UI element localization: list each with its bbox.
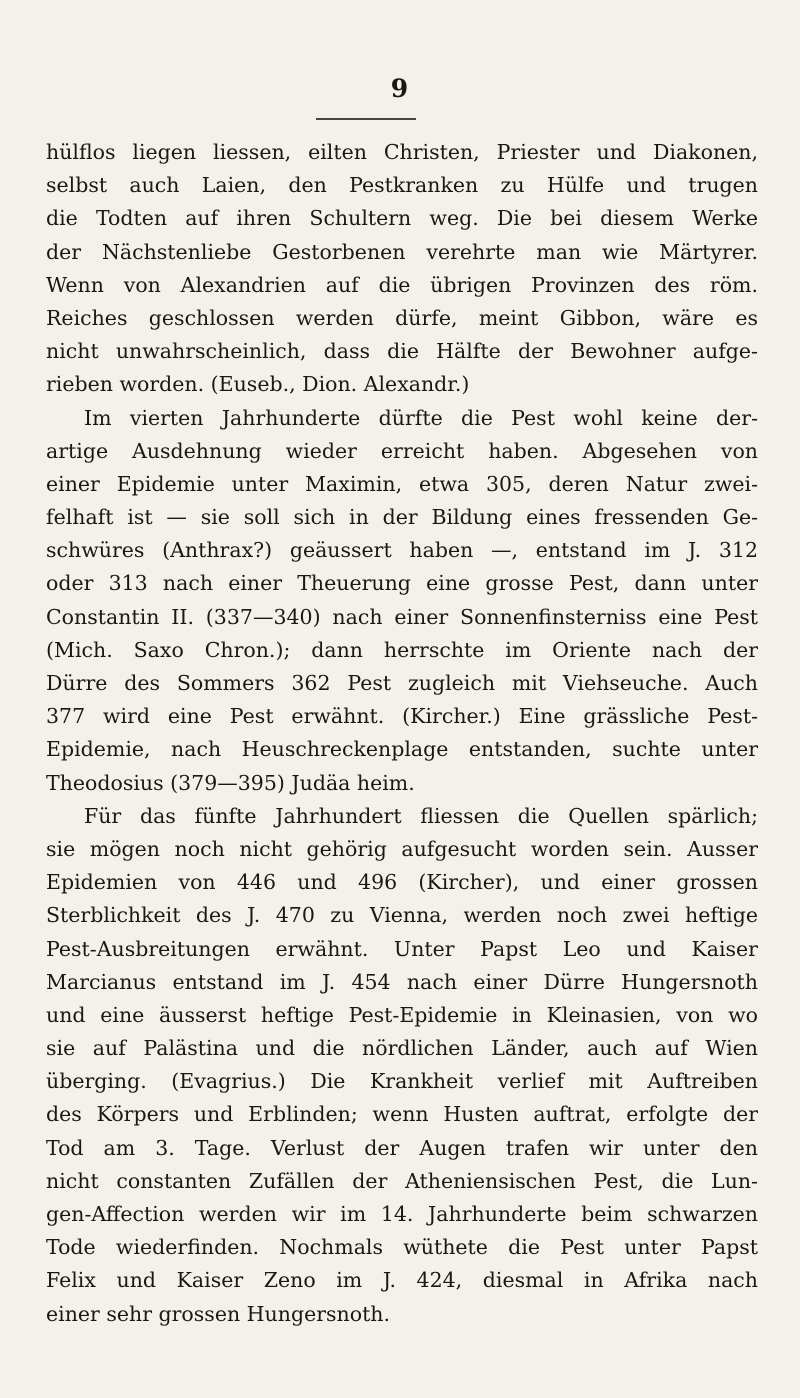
text-line: felhaft ist — sie soll sich in der Bildung eines fressenden Ge- bbox=[46, 505, 758, 530]
body-text bbox=[46, 136, 758, 1331]
text-line: oder 313 nach einer Theuerung eine grosse Pest, dann unter bbox=[46, 571, 758, 596]
text-line: Tod am 3. Tage. Verlust der Augen trafen wir unter den bbox=[46, 1135, 758, 1160]
text-line: Marcianus entstand im J. 454 nach einer Dürre Hungersnoth bbox=[46, 969, 758, 994]
text-line: Epidemie, nach Heuschreckenplage entstanden, suchte unter bbox=[46, 737, 758, 762]
text-line: (Mich. Saxo Chron.); dann herrschte im Oriente nach der bbox=[46, 637, 758, 662]
text-line: des Körpers und Erblinden; wenn Husten auftrat, erfolgte der bbox=[46, 1102, 758, 1127]
text-line: und eine äusserst heftige Pest-Epidemie in Kleinasien, von wo bbox=[46, 1002, 758, 1027]
text-line: selbst auch Laien, den Pestkranken zu Hülfe und trugen bbox=[46, 173, 758, 198]
page-number: 9 bbox=[390, 74, 410, 103]
text-line: 377 wird eine Pest erwähnt. (Kircher.) Eine grässliche Pest- bbox=[46, 704, 758, 729]
text-line: Constantin II. (337—340) nach einer Sonnenfinsterniss eine Pest bbox=[46, 604, 758, 629]
text-line: schwüres (Anthrax?) geäussert haben —, entstand im J. 312 bbox=[46, 538, 758, 563]
paragraph-start-line: Für das fünfte Jahrhundert fliessen die Quellen spärlich; bbox=[84, 803, 758, 828]
text-line: Sterblichkeit des J. 470 zu Vienna, werden noch zwei heftige bbox=[46, 903, 758, 928]
text-line: einer sehr grossen Hungersnoth. bbox=[46, 1301, 391, 1326]
text-line: einer Epidemie unter Maximin, etwa 305, deren Natur zwei- bbox=[46, 471, 758, 496]
text-line: gen-Affection werden wir im 14. Jahrhunderte beim schwarzen bbox=[46, 1202, 758, 1226]
text-line: überging. (Evagrius.) Die Krankheit verlief mit Auftreiben bbox=[46, 1069, 758, 1094]
text-line: Epidemien von 446 und 496 (Kircher), und einer grossen bbox=[46, 870, 758, 895]
text-line: artige Ausdehnung wieder erreicht haben. Abgesehen von bbox=[46, 438, 758, 463]
text-line: hülflos liegen liessen, eilten Christen, Priester und Diakonen, bbox=[46, 140, 758, 164]
text-line: Theodosius (379—395) Judäa heim. bbox=[46, 770, 415, 795]
text-line: Pest-Ausbreitungen erwähnt. Unter Papst Leo und Kaiser bbox=[46, 936, 758, 961]
text-line: die Todten auf ihren Schultern weg. Die bei diesem Werke bbox=[46, 206, 758, 231]
text-line: der Nächstenliebe Gestorbenen verehrte man wie Märtyrer. bbox=[46, 239, 758, 264]
text-line: nicht constanten Zufällen der Atheniensischen Pest, die Lun- bbox=[46, 1168, 758, 1193]
page-number-rule bbox=[316, 118, 416, 120]
text-line: rieben worden. (Euseb., Dion. Alexandr.) bbox=[46, 372, 470, 397]
text-line: Felix und Kaiser Zeno im J. 424, diesmal in Afrika nach bbox=[46, 1268, 758, 1293]
text-line: Tode wiederfinden. Nochmals wüthete die Pest unter Papst bbox=[46, 1235, 758, 1260]
text-line: nicht unwahrscheinlich, dass die Hälfte der Bewohner aufge- bbox=[46, 339, 758, 364]
text-line: sie mögen noch nicht gehörig aufgesucht worden sein. Ausser bbox=[46, 836, 758, 861]
text-line: Reiches geschlossen werden dürfe, meint Gibbon, wäre es bbox=[46, 305, 758, 330]
text-line: Wenn von Alexandrien auf die übrigen Provinzen des röm. bbox=[46, 272, 758, 297]
text-line: Dürre des Sommers 362 Pest zugleich mit Viehseuche. Auch bbox=[46, 671, 758, 695]
paragraph-start-line: Im vierten Jahrhunderte dürfte die Pest wohl keine der- bbox=[84, 405, 758, 430]
text-line: sie auf Palästina und die nördlichen Länder, auch auf Wien bbox=[46, 1036, 758, 1061]
